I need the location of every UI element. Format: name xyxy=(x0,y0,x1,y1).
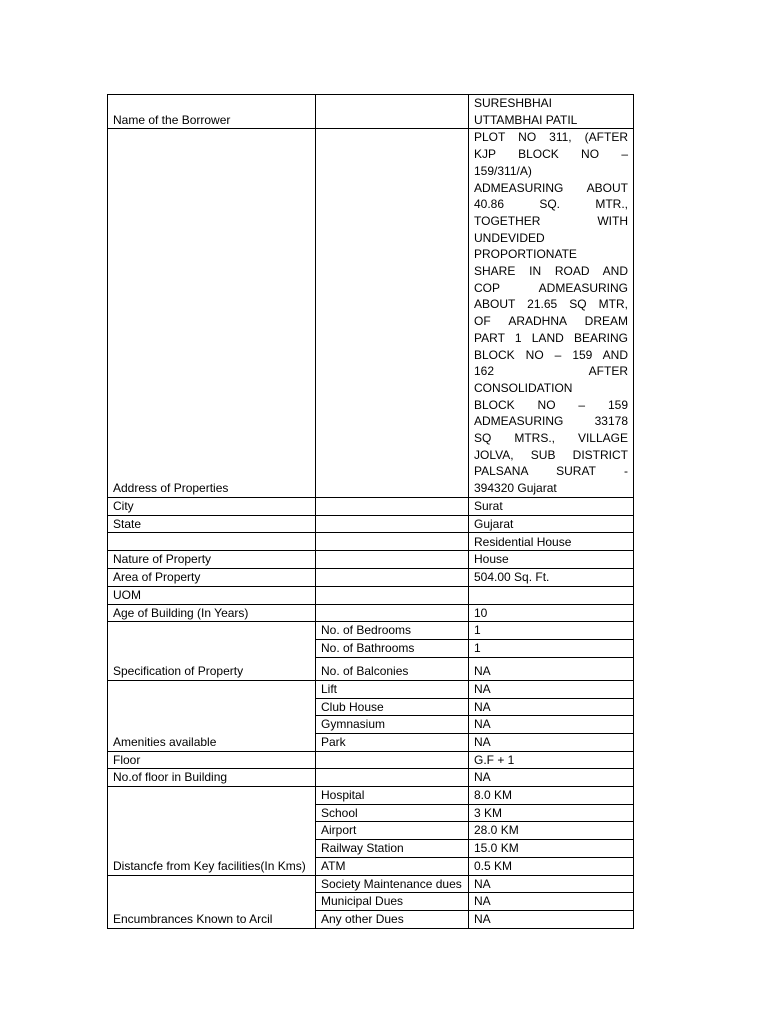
age-empty-cell xyxy=(316,604,469,622)
distance-item-name: School xyxy=(316,804,469,822)
address-line: ABOUT 21.65 SQ MTR, xyxy=(474,297,628,312)
address-line: 159/311/A) xyxy=(474,163,532,178)
spec-label: Specification of Property xyxy=(108,622,316,680)
amenity-value: NA xyxy=(469,733,634,751)
address-line: BLOCK NO – 159 AND xyxy=(474,347,628,362)
spec-item-value: NA xyxy=(469,657,634,680)
spec-item-name: No. of Bathrooms xyxy=(316,640,469,658)
encumbrance-row xyxy=(108,875,634,893)
property-type-value: Residential House xyxy=(469,533,634,551)
address-line: KJP BLOCK NO – xyxy=(474,147,628,162)
age-label: Age of Building (In Years) xyxy=(108,604,316,622)
city-row xyxy=(108,497,634,515)
address-line: 40.86 SQ. MTR., xyxy=(474,197,628,212)
address-line: COP ADMEASURING xyxy=(474,280,628,295)
floor-value: G.F + 1 xyxy=(469,751,634,769)
nature-empty-cell xyxy=(316,551,469,569)
floor-empty-cell xyxy=(316,751,469,769)
address-line: PROPORTIONATE xyxy=(474,247,577,262)
state-value: Gujarat xyxy=(469,515,634,533)
distance-item-value: 0.5 KM xyxy=(469,857,634,875)
address-row xyxy=(108,129,634,497)
area-value: 504.00 Sq. Ft. xyxy=(469,568,634,586)
address-value xyxy=(469,129,634,497)
distance-item-value: 8.0 KM xyxy=(469,787,634,805)
borrower-value xyxy=(469,95,634,129)
encumbrances-label: Encumbrances Known to Arcil xyxy=(108,875,316,928)
encumbrance-item-name: Any other Dues xyxy=(316,910,469,928)
borrower-value-line1: SURESHBHAI xyxy=(474,96,553,110)
floor-row xyxy=(108,751,634,769)
state-empty-cell xyxy=(316,515,469,533)
property-type-empty-cell xyxy=(316,533,469,551)
address-label: Address of Properties xyxy=(108,129,316,497)
spec-item-name: No. of Balconies xyxy=(316,657,469,680)
uom-label: UOM xyxy=(108,586,316,604)
address-line: SQ MTRS., VILLAGE xyxy=(474,431,628,446)
address-line: 162 AFTER xyxy=(474,364,628,379)
age-value: 10 xyxy=(469,604,634,622)
distance-item-name: Hospital xyxy=(316,787,469,805)
area-label: Area of Property xyxy=(108,568,316,586)
address-empty-cell xyxy=(316,129,469,497)
floors-in-building-empty-cell xyxy=(316,769,469,787)
distance-item-value: 15.0 KM xyxy=(469,840,634,858)
property-details-table xyxy=(107,94,634,929)
distance-item-name: Railway Station xyxy=(316,840,469,858)
amenity-name: Gymnasium xyxy=(316,716,469,734)
amenity-name: Club House xyxy=(316,698,469,716)
spec-item-name: No. of Bedrooms xyxy=(316,622,469,640)
area-empty-cell xyxy=(316,568,469,586)
amenity-name: Park xyxy=(316,733,469,751)
encumbrance-item-name: Municipal Dues xyxy=(316,893,469,911)
distance-label: Distancfe from Key facilities(In Kms) xyxy=(108,787,316,876)
floors-in-building-value: NA xyxy=(469,769,634,787)
borrower-value-line2: UTTAMBHAI PATIL xyxy=(474,112,578,127)
age-row xyxy=(108,604,634,622)
floor-label: Floor xyxy=(108,751,316,769)
distance-item-value: 3 KM xyxy=(469,804,634,822)
borrower-label: Name of the Borrower xyxy=(108,95,316,129)
encumbrance-item-value: NA xyxy=(469,893,634,911)
property-type-label xyxy=(108,533,316,551)
address-line: OF ARADHNA DREAM xyxy=(474,314,628,329)
address-line: TOGETHER WITH xyxy=(474,213,628,228)
amenity-value: NA xyxy=(469,698,634,716)
state-row xyxy=(108,515,634,533)
floors-in-building-row xyxy=(108,769,634,787)
floors-in-building-label: No.of floor in Building xyxy=(108,769,316,787)
spec-item-value: 1 xyxy=(469,622,634,640)
encumbrance-item-value: NA xyxy=(469,875,634,893)
address-line: JOLVA, SUB DISTRICT xyxy=(474,447,628,462)
address-line: UNDEVIDED xyxy=(474,230,545,245)
uom-value xyxy=(469,586,634,604)
distance-item-name: Airport xyxy=(316,822,469,840)
uom-row xyxy=(108,586,634,604)
nature-row xyxy=(108,551,634,569)
address-lines xyxy=(474,129,628,496)
distance-item-name: ATM xyxy=(316,857,469,875)
address-line: ADMEASURING ABOUT xyxy=(474,180,628,195)
uom-empty-cell xyxy=(316,586,469,604)
borrower-empty-cell xyxy=(316,95,469,129)
address-line: PLOT NO 311, (AFTER xyxy=(474,130,628,145)
address-line: PART 1 LAND BEARING xyxy=(474,330,628,345)
address-line: 394320 Gujarat xyxy=(474,481,557,496)
amenity-row xyxy=(108,680,634,698)
amenity-value: NA xyxy=(469,680,634,698)
city-empty-cell xyxy=(316,497,469,515)
spec-row xyxy=(108,622,634,640)
city-value: Surat xyxy=(469,497,634,515)
encumbrance-item-value: NA xyxy=(469,910,634,928)
encumbrance-item-name: Society Maintenance dues xyxy=(316,875,469,893)
property-type-row xyxy=(108,533,634,551)
address-line: CONSOLIDATION xyxy=(474,380,573,395)
spec-item-value: 1 xyxy=(469,640,634,658)
amenity-name: Lift xyxy=(316,680,469,698)
nature-label: Nature of Property xyxy=(108,551,316,569)
address-line: ADMEASURING 33178 xyxy=(474,414,628,429)
address-line: BLOCK NO – 159 xyxy=(474,397,628,412)
borrower-row xyxy=(108,95,634,129)
city-label: City xyxy=(108,497,316,515)
amenities-label: Amenities available xyxy=(108,680,316,751)
area-row xyxy=(108,568,634,586)
amenity-value: NA xyxy=(469,716,634,734)
address-line: PALSANA SURAT - xyxy=(474,464,628,479)
distance-row xyxy=(108,787,634,805)
distance-item-value: 28.0 KM xyxy=(469,822,634,840)
state-label: State xyxy=(108,515,316,533)
nature-value: House xyxy=(469,551,634,569)
address-line: SHARE IN ROAD AND xyxy=(474,264,628,279)
